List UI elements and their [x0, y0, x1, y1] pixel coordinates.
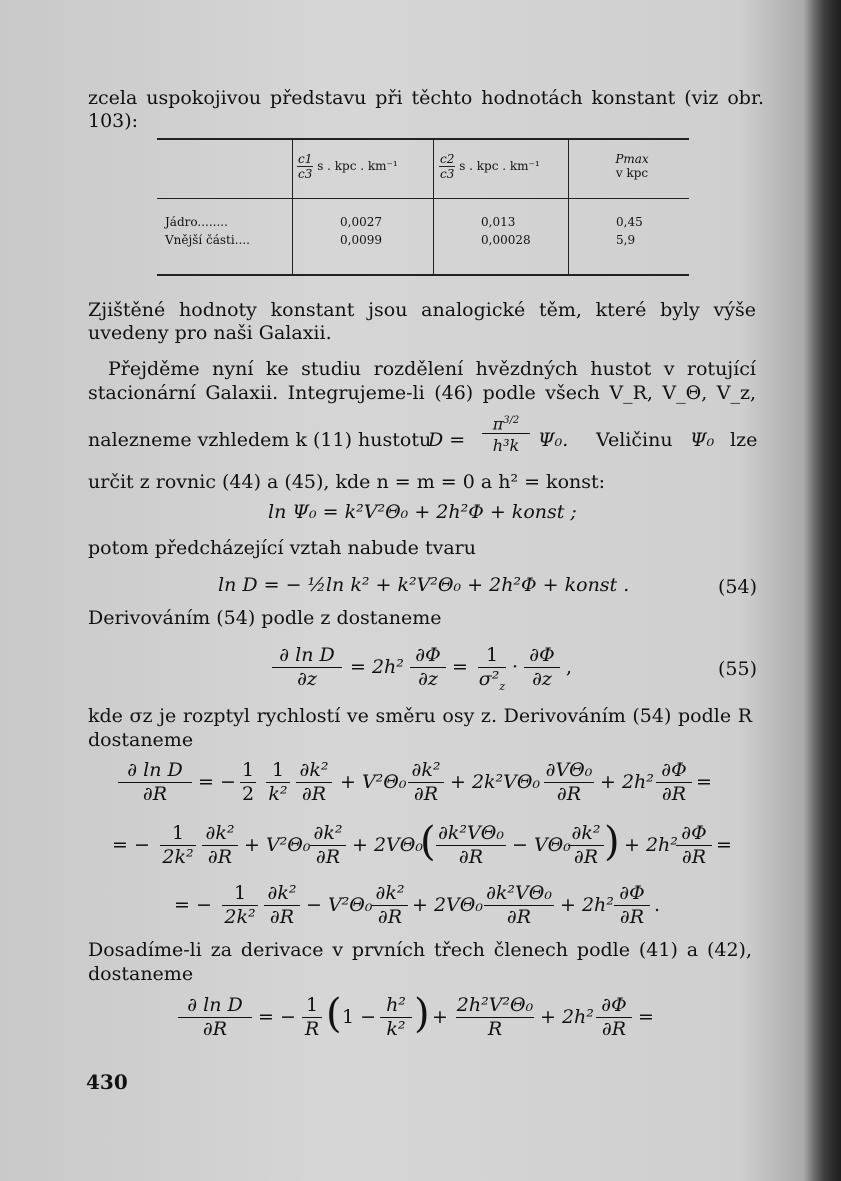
table-header-rule: [157, 198, 689, 199]
header-pmax-unit: v kpc: [615, 166, 649, 180]
para1-line2: uvedeny pro naši Galaxii.: [88, 322, 332, 344]
para6-line2: dostaneme: [88, 963, 194, 985]
row-label: Vnější části....: [165, 233, 250, 247]
book-page: zcela uspokojivou představu při těchto hodnotách konstant (viz obr. 103): $\frac{c1}{c3}$ s . kpc . km⁻¹ $\frac{c2}{c3}$ s . kpc . km⁻¹ Pmax v kpc Jádro........ 0,0027 0,013 0,45 Vnější části.... 0,0099 0,00028 5,9 Zjištěné hodnoty konstant jsou analogické těm, které byly výše uvedeny pro naši Galaxii. Přejděme nyní ke studiu rozdělení hvězdných hustot v rotující stacionární Galaxii. Integrujeme-li (46) podle všech V_R, V_Θ, V_z, nalezneme vzhledem k (11) hustotu D = $\pi^{3/2}$ h³k Ψ₀. Veličinu Ψ₀ lze určit z rovnic (44) a (45), kde n = m = 0 a h² = konst: ln Ψ₀ = k²V²Θ₀ + 2h²Φ + konst ; potom předcházející vztah nabude tvaru ln D = − ½ln k² + k²V²Θ₀ + 2h²Φ + konst . (54) Derivováním (54) podle z dostaneme ∂ ln D ∂z = 2h² ∂Φ ∂z = 1 $\sigma^2_z$ · ∂Φ ∂z , (55) kde σz je rozptyl rychlostí ve směru osy z. Derivováním (54) podle R dostaneme ∂ ln D ∂R = − 1 2 1 k² ∂k² ∂R + V²Θ₀ ∂k² ∂R + 2k²VΘ₀ ∂VΘ₀ ∂R + 2h² ∂Φ ∂R = = − 1 2k² ∂k² ∂R + V²Θ₀ ∂k² ∂R + 2VΘ₀ ( ∂k²VΘ₀ ∂R − VΘ₀ ∂k² ∂R ) + 2h² ∂Φ ∂R = = − 1 2k² ∂k² ∂R − V²Θ₀ ∂k² ∂R + 2VΘ₀ ∂k²VΘ₀ ∂R + 2h² ∂Φ ∂R . Dosadíme-li za derivace v prvních třech členech podle (41) a (42), dostaneme ∂ ln D ∂R = − 1 R ( 1 − h² k² ) + 2h²V²Θ₀ R + 2h² ∂Φ ∂R = 430: [86, 87, 764, 1094]
para2-line4: určit z rovnic (44) a (45), kde n = m = 0 a h² = konst:: [88, 471, 606, 493]
row-c1: 0,0027: [340, 215, 382, 229]
page-number: 430: [86, 1070, 128, 1094]
density-formula: D =: [428, 429, 466, 451]
para5-line1: kde σz je rozptyl rychlostí ve směru osy z. Derivováním (54) podle R: [88, 705, 752, 727]
row-p: 5,9: [616, 233, 636, 247]
para1-line1: Zjištěné hodnoty konstant jsou analogické těm, které byly výše: [88, 299, 756, 321]
para2-line3b: Veličinu: [596, 429, 673, 451]
header-c1-den: c3: [298, 167, 313, 181]
density-psi: Ψ₀.: [538, 429, 569, 451]
header-pmax: [597, 152, 667, 180]
header-c2-unit: s . kpc . km⁻¹: [459, 159, 540, 173]
intro-line-1: zcela uspokojivou představu při těchto hodnotách konstant (viz obr.: [88, 87, 764, 109]
header-c1: [297, 152, 398, 181]
row-label: Jádro........: [165, 215, 228, 229]
row-c1: 0,0099: [340, 233, 382, 247]
para2-line3a: nalezneme vzhledem k (11) hustotu: [88, 429, 432, 451]
para3: potom předcházející vztah nabude tvaru: [88, 537, 476, 559]
equation-54: ln D = − ½ln k² + k²V²Θ₀ + 2h²Φ + konst .: [218, 574, 630, 596]
para2-line2: stacionární Galaxii. Integrujeme-li (46) podle všech V_R, V_Θ, V_z,: [88, 382, 756, 404]
equation-54-number: (54): [718, 576, 758, 598]
table-divider: [568, 140, 569, 274]
equation-55-number: (55): [718, 658, 758, 680]
table-row: [165, 233, 250, 247]
header-c2: [439, 152, 540, 181]
psi-symbol: Ψ₀: [690, 429, 715, 451]
para4: Derivováním (54) podle z dostaneme: [88, 607, 442, 629]
header-c2-num: c2: [440, 152, 455, 166]
intro-line-2: 103):: [88, 110, 139, 132]
density-frac-den: h³k: [492, 436, 520, 455]
constants-table: [157, 138, 689, 276]
eq-ln-psi: ln Ψ₀ = k²V²Θ₀ + 2h²Φ + konst ;: [268, 501, 577, 523]
header-pmax-label: Pmax: [615, 152, 649, 166]
table-row: [165, 215, 228, 229]
row-c2: 0,013: [481, 215, 516, 229]
header-c1-unit: s . kpc . km⁻¹: [317, 159, 398, 173]
header-c1-num: c1: [298, 152, 313, 166]
para2-line3c: lze: [730, 429, 758, 451]
para5-line2: dostaneme: [88, 729, 194, 751]
para6-line1: Dosadíme-li za derivace v prvních třech členech podle (41) a (42),: [88, 939, 752, 961]
density-frac-num: $\pi^{3/2}$: [482, 412, 530, 434]
row-p: 0,45: [616, 215, 643, 229]
para2-line1: Přejděme nyní ke studiu rozdělení hvězdných hustot v rotující: [108, 358, 756, 380]
book-spine-shadow: [803, 0, 841, 1181]
table-divider: [292, 140, 293, 274]
header-c2-den: c3: [440, 167, 455, 181]
table-divider: [433, 140, 434, 274]
row-c2: 0,00028: [481, 233, 531, 247]
